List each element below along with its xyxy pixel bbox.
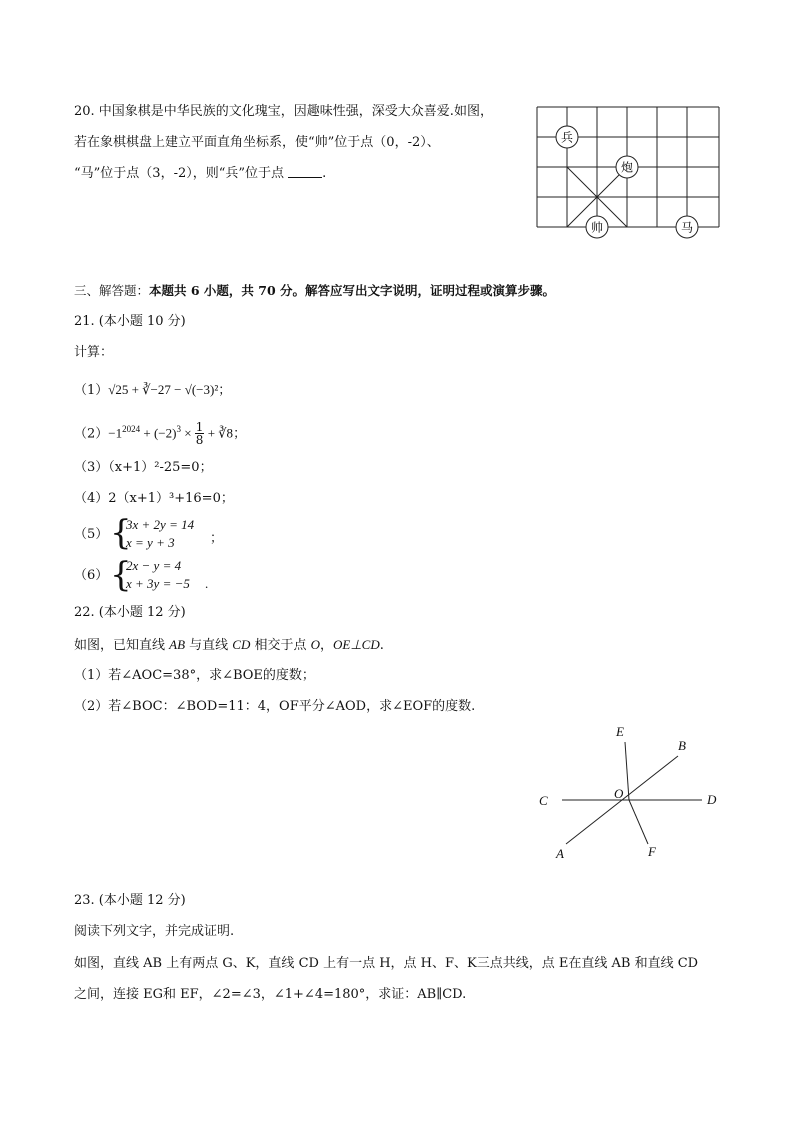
q20-line-3 bbox=[74, 165, 326, 183]
q21-p2-label: （2） bbox=[74, 426, 109, 442]
q21-p2-d: + ∛8 bbox=[204, 425, 234, 441]
q21-intro: 计算： bbox=[74, 345, 114, 360]
q21-p2-end: ； bbox=[233, 426, 247, 442]
q21-p1-end: ； bbox=[218, 383, 232, 398]
q22-part-1: （1）若∠AOC=38°，求∠BOE的度数； bbox=[74, 668, 315, 683]
piece-bing-label: 兵 bbox=[560, 130, 574, 145]
label-f: F bbox=[648, 844, 656, 859]
q22-intro-c: 相交于点 bbox=[250, 638, 311, 653]
q21-p2-den: 8 bbox=[195, 433, 204, 448]
label-b: B bbox=[678, 738, 686, 753]
q21-part-4: （4）2（x+1）³+16=0； bbox=[74, 491, 234, 506]
piece-ma bbox=[676, 216, 698, 238]
ray-of bbox=[629, 800, 648, 844]
q21-p1-label: （1） bbox=[74, 383, 109, 398]
q21-part-2 bbox=[74, 420, 246, 446]
q21-p5-eq2: x = y + 3 bbox=[126, 535, 175, 550]
answer-blank bbox=[288, 165, 322, 178]
ray-oe bbox=[625, 742, 629, 800]
q21-p2-c: × bbox=[180, 425, 195, 441]
q23-intro: 阅读下列文字，并完成证明. bbox=[74, 924, 235, 939]
q22-header: 22. (本小题 12 分) bbox=[74, 605, 186, 620]
q21-p2-fraction bbox=[195, 421, 205, 446]
label-d: D bbox=[707, 792, 717, 807]
chess-board-figure bbox=[534, 104, 724, 244]
q21-p6-eq1: 2x − y = 4 bbox=[126, 558, 182, 573]
q21-part-1 bbox=[74, 381, 231, 400]
label-c: C bbox=[539, 793, 548, 808]
label-e: E bbox=[616, 724, 624, 739]
q21-p2-num: 1 bbox=[195, 420, 204, 435]
q21-part-3: （3）（x+1）²-25=0； bbox=[74, 460, 213, 475]
q22-intro-a: 如图，已知直线 bbox=[74, 638, 170, 653]
q22-oe-perp: OE⊥CD bbox=[333, 637, 380, 652]
section-3-instructions: 本题共 6 小题，共 70 分。解答应写出文字说明，证明过程或演算步骤。 bbox=[149, 283, 556, 298]
q20-line-2: 若在象棋棋盘上建立平面直角坐标系，使“帅”位于点（0，-2）、 bbox=[74, 135, 440, 150]
q20-line-3-text: “马”位于点（3，-2），则“兵”位于点 bbox=[74, 166, 285, 181]
q20-line-3-end: . bbox=[322, 166, 327, 181]
q22-intro-d: ， bbox=[320, 638, 334, 653]
piece-pao-label: 炮 bbox=[620, 160, 634, 175]
q23-line-2: 之间，连接 EG和 EF，∠2=∠3，∠1+∠4=180°，求证：AB∥CD. bbox=[74, 987, 467, 1002]
q22-geometry-figure bbox=[530, 720, 730, 865]
q21-p5-brace: { bbox=[110, 513, 132, 553]
q22-point-o: O bbox=[310, 637, 321, 652]
q21-p2-exp2: 3 bbox=[176, 424, 181, 434]
q23-line-1: 如图，直线 AB 上有两点 G、K，直线 CD 上有一点 H，点 H、F、K三点共线，点 E在直线 AB 和直线 CD bbox=[74, 956, 699, 971]
q22-intro-e: . bbox=[379, 638, 384, 653]
q21-p6-eq2: x + 3y = −5 bbox=[126, 576, 190, 591]
q21-p5-label: （5） bbox=[74, 527, 109, 542]
q21-p6-end: . bbox=[205, 576, 209, 591]
q21-p2-exp: 2024 bbox=[122, 424, 141, 434]
q22-intro-b: 与直线 bbox=[185, 638, 233, 653]
label-o: O bbox=[614, 786, 624, 801]
q22-part-2: （2）若∠BOC：∠BOD=11：4，OF平分∠AOD，求∠EOF的度数. bbox=[74, 699, 476, 714]
q21-p1-expression: √25 + ∛−27 − √(−3)² bbox=[108, 382, 219, 397]
section-3-heading bbox=[74, 282, 555, 300]
q20-line-1: 20. 中国象棋是中华民族的文化瑰宝，因趣味性强，深受大众喜爱.如图， bbox=[74, 104, 493, 119]
q21-p6-label: （6） bbox=[74, 568, 109, 583]
q21-p5-end: ； bbox=[210, 530, 224, 545]
label-a: A bbox=[556, 846, 564, 861]
q21-p2-b: + (−2) bbox=[140, 425, 177, 441]
q23-header: 23. (本小题 12 分) bbox=[74, 893, 186, 908]
q22-line-cd: CD bbox=[232, 637, 251, 652]
q22-intro bbox=[74, 636, 384, 655]
q22-line-ab: AB bbox=[169, 637, 186, 652]
piece-shuai bbox=[586, 216, 608, 238]
q21-p5-eq1: 3x + 2y = 14 bbox=[126, 517, 195, 532]
piece-shuai-label: 帅 bbox=[590, 220, 604, 235]
q21-p2-a: −1 bbox=[108, 425, 123, 441]
piece-ma-label: 马 bbox=[680, 220, 694, 235]
piece-bing bbox=[556, 126, 578, 148]
section-3-prefix: 三、解答题： bbox=[74, 283, 150, 298]
q21-header: 21. (本小题 10 分) bbox=[74, 314, 186, 329]
q21-p6-brace: { bbox=[110, 555, 132, 595]
piece-pao bbox=[616, 156, 638, 178]
